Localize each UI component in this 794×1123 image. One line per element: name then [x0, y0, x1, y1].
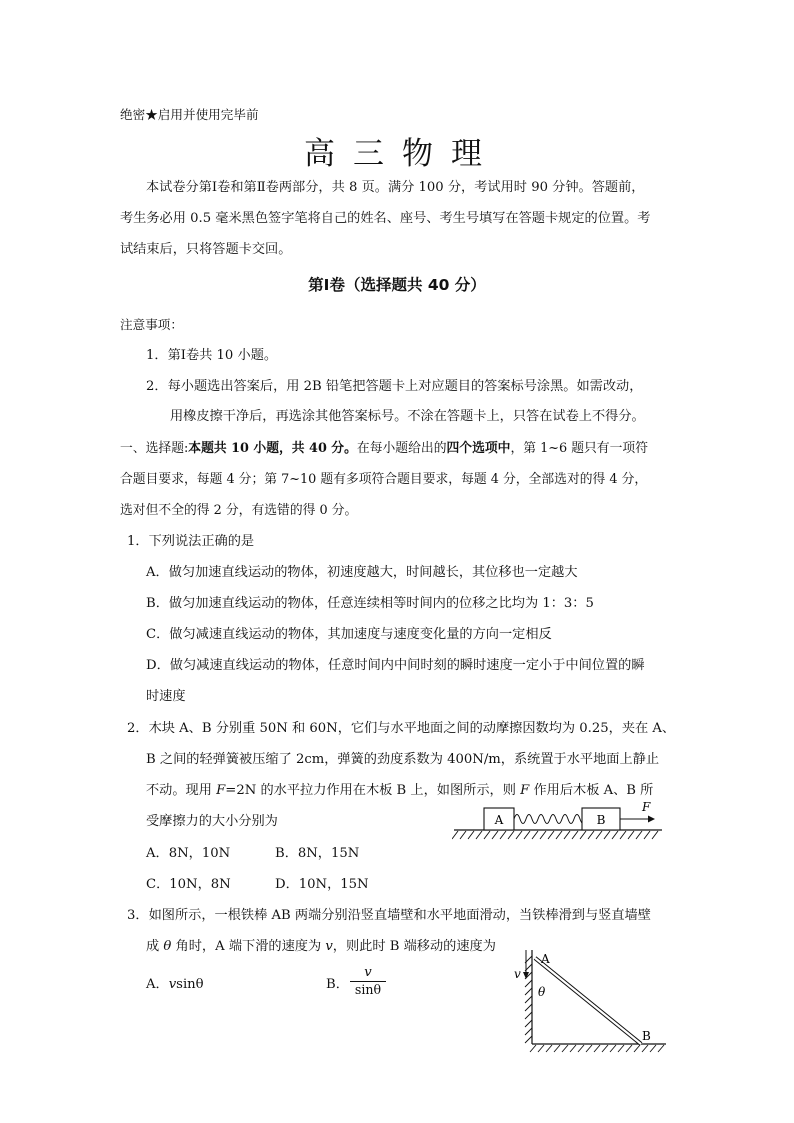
q1-option-c: C．做匀减速直线运动的物体，其加速度与速度变化量的方向一定相反 [146, 627, 552, 642]
rod-inner [535, 958, 641, 1044]
force-label: F [642, 800, 651, 814]
q1-option-d-line-2: 时速度 [146, 689, 186, 704]
q3-option-b-fraction [350, 965, 386, 998]
q3-line-1: 3．如图所示，一根铁棒 AB 两端分别沿竖直墙壁和水平地面滑动，当铁棒滑到与竖直墙壁 [127, 908, 651, 923]
q2-line-1: 2．木块 A、B 分别重 50N 和 60N，它们与水平地面之间的动摩擦因数均为 0.25，夹在 A、 [127, 721, 676, 736]
q2-line-3-b: =2N 的水平拉力作用在木板 B 上，如图所示，则 [225, 783, 521, 798]
q3-option-a-rest: sinθ [176, 977, 204, 992]
q2-option-a: A．8N，10N [146, 846, 231, 861]
q3-line-2-a: 成 [146, 939, 164, 954]
block-a-label: A [494, 813, 504, 827]
velocity-label: v [514, 967, 521, 981]
q2-line-3-a: 不动。现用 [146, 783, 217, 798]
part1-bold-1: 本题共 10 小题，共 40 分。 [188, 441, 357, 456]
q3-velocity-symbol: v [325, 939, 333, 954]
q1-option-d-line-1: D．做匀减速直线运动的物体，任意时间内中间时刻的瞬时速度一定小于中间位置的瞬 [146, 658, 645, 673]
section-title: 第Ⅰ卷（选择题共 40 分） [308, 276, 486, 294]
q3-option-b-denominator: sinθ [354, 982, 382, 997]
force-arrowhead [648, 816, 655, 823]
page-title: 高三物理 [304, 136, 500, 172]
q1-stem: 1．下列说法正确的是 [127, 534, 255, 549]
q1-option-a: A．做匀加速直线运动的物体，初速度越大，时间越长，其位移也一定越大 [146, 565, 578, 580]
part1-text-2: ，第 1~6 题只有一项符 [510, 441, 648, 456]
q2-option-b: B．8N，15N [275, 846, 360, 861]
part1-line-2: 合题目要求，每题 4 分；第 7~10 题有多项符合题目要求，每题 4 分，全部选对的得 4 分， [120, 472, 648, 487]
q2-line-2: B 之间的轻弹簧被压缩了 2cm，弹簧的劲度系数为 400N/m，系统置于水平地面上静止 [146, 752, 660, 767]
q3-option-a [146, 973, 204, 992]
part1-heading: 一、选择题: [120, 441, 189, 456]
point-b-label: B [642, 1029, 651, 1043]
q2-force-symbol-2: F [520, 783, 530, 798]
q3-line-2 [146, 935, 496, 954]
notes-label: 注意事项： [120, 317, 183, 332]
intro-line-2: 考生务必用 0.5 毫米黑色签字笔将自己的姓名、座号、考生号填写在答题卡规定的位置。考 [120, 211, 651, 226]
q2-line-3 [146, 779, 653, 798]
q3-theta-symbol: θ [163, 939, 172, 954]
q3-option-b-label: B． [326, 977, 349, 992]
intro-line-1: 本试卷分第Ⅰ卷和第Ⅱ卷两部分，共 8 页。满分 100 分，考试用时 90 分钟。答题前， [146, 180, 645, 195]
note-2-line-2: 用橡皮擦干净后，再选涂其他答案标号。不涂在答题卡上，只答在试卷上不得分。 [170, 409, 645, 424]
floor-hatching [530, 1045, 664, 1052]
q2-figure [452, 798, 672, 844]
q3-figure [508, 948, 678, 1058]
note-1: 1．第Ⅰ卷共 10 小题。 [146, 348, 278, 363]
part1-text-1: 在每小题给出的 [356, 441, 447, 456]
block-b-label: B [596, 813, 606, 827]
note-2-line-1: 2．每小题选出答案后，用 2B 铅笔把答题卡上对应题目的答案标号涂黑。如需改动， [146, 379, 643, 394]
intro-line-3: 试结束后，只将答题卡交回。 [120, 242, 292, 257]
q2-option-c: C．10N，8N [146, 877, 231, 892]
q2-line-3-c: 作用后木板 A、B 所 [529, 783, 654, 798]
part1-line-1 [120, 437, 648, 456]
point-a-label: A [541, 952, 550, 966]
part1-bold-2: 四个选项中 [446, 441, 511, 456]
q3-option-b-numerator: v [364, 965, 372, 980]
q3-option-a-v: v [168, 977, 177, 992]
part1-line-3: 选对但不全的得 2 分，有选错的得 0 分。 [120, 503, 358, 518]
q3-line-2-c: ，则此时 B 端移动的速度为 [332, 939, 496, 954]
confidential-label: 绝密★启用并使用完毕前 [120, 107, 259, 122]
q2-force-symbol: F [216, 783, 226, 798]
q2-option-d: D．10N，15N [275, 877, 369, 892]
q1-option-b: B．做匀加速直线运动的物体，任意连续相等时间内的位移之比均为 1：3：5 [146, 596, 594, 611]
ground-hatching [452, 831, 658, 839]
q3-line-2-b: 角时，A 端下滑的速度为 [171, 939, 326, 954]
q2-line-4: 受摩擦力的大小分别为 [146, 814, 278, 829]
theta-label: θ [538, 985, 546, 999]
q3-option-a-label: A． [146, 977, 169, 992]
